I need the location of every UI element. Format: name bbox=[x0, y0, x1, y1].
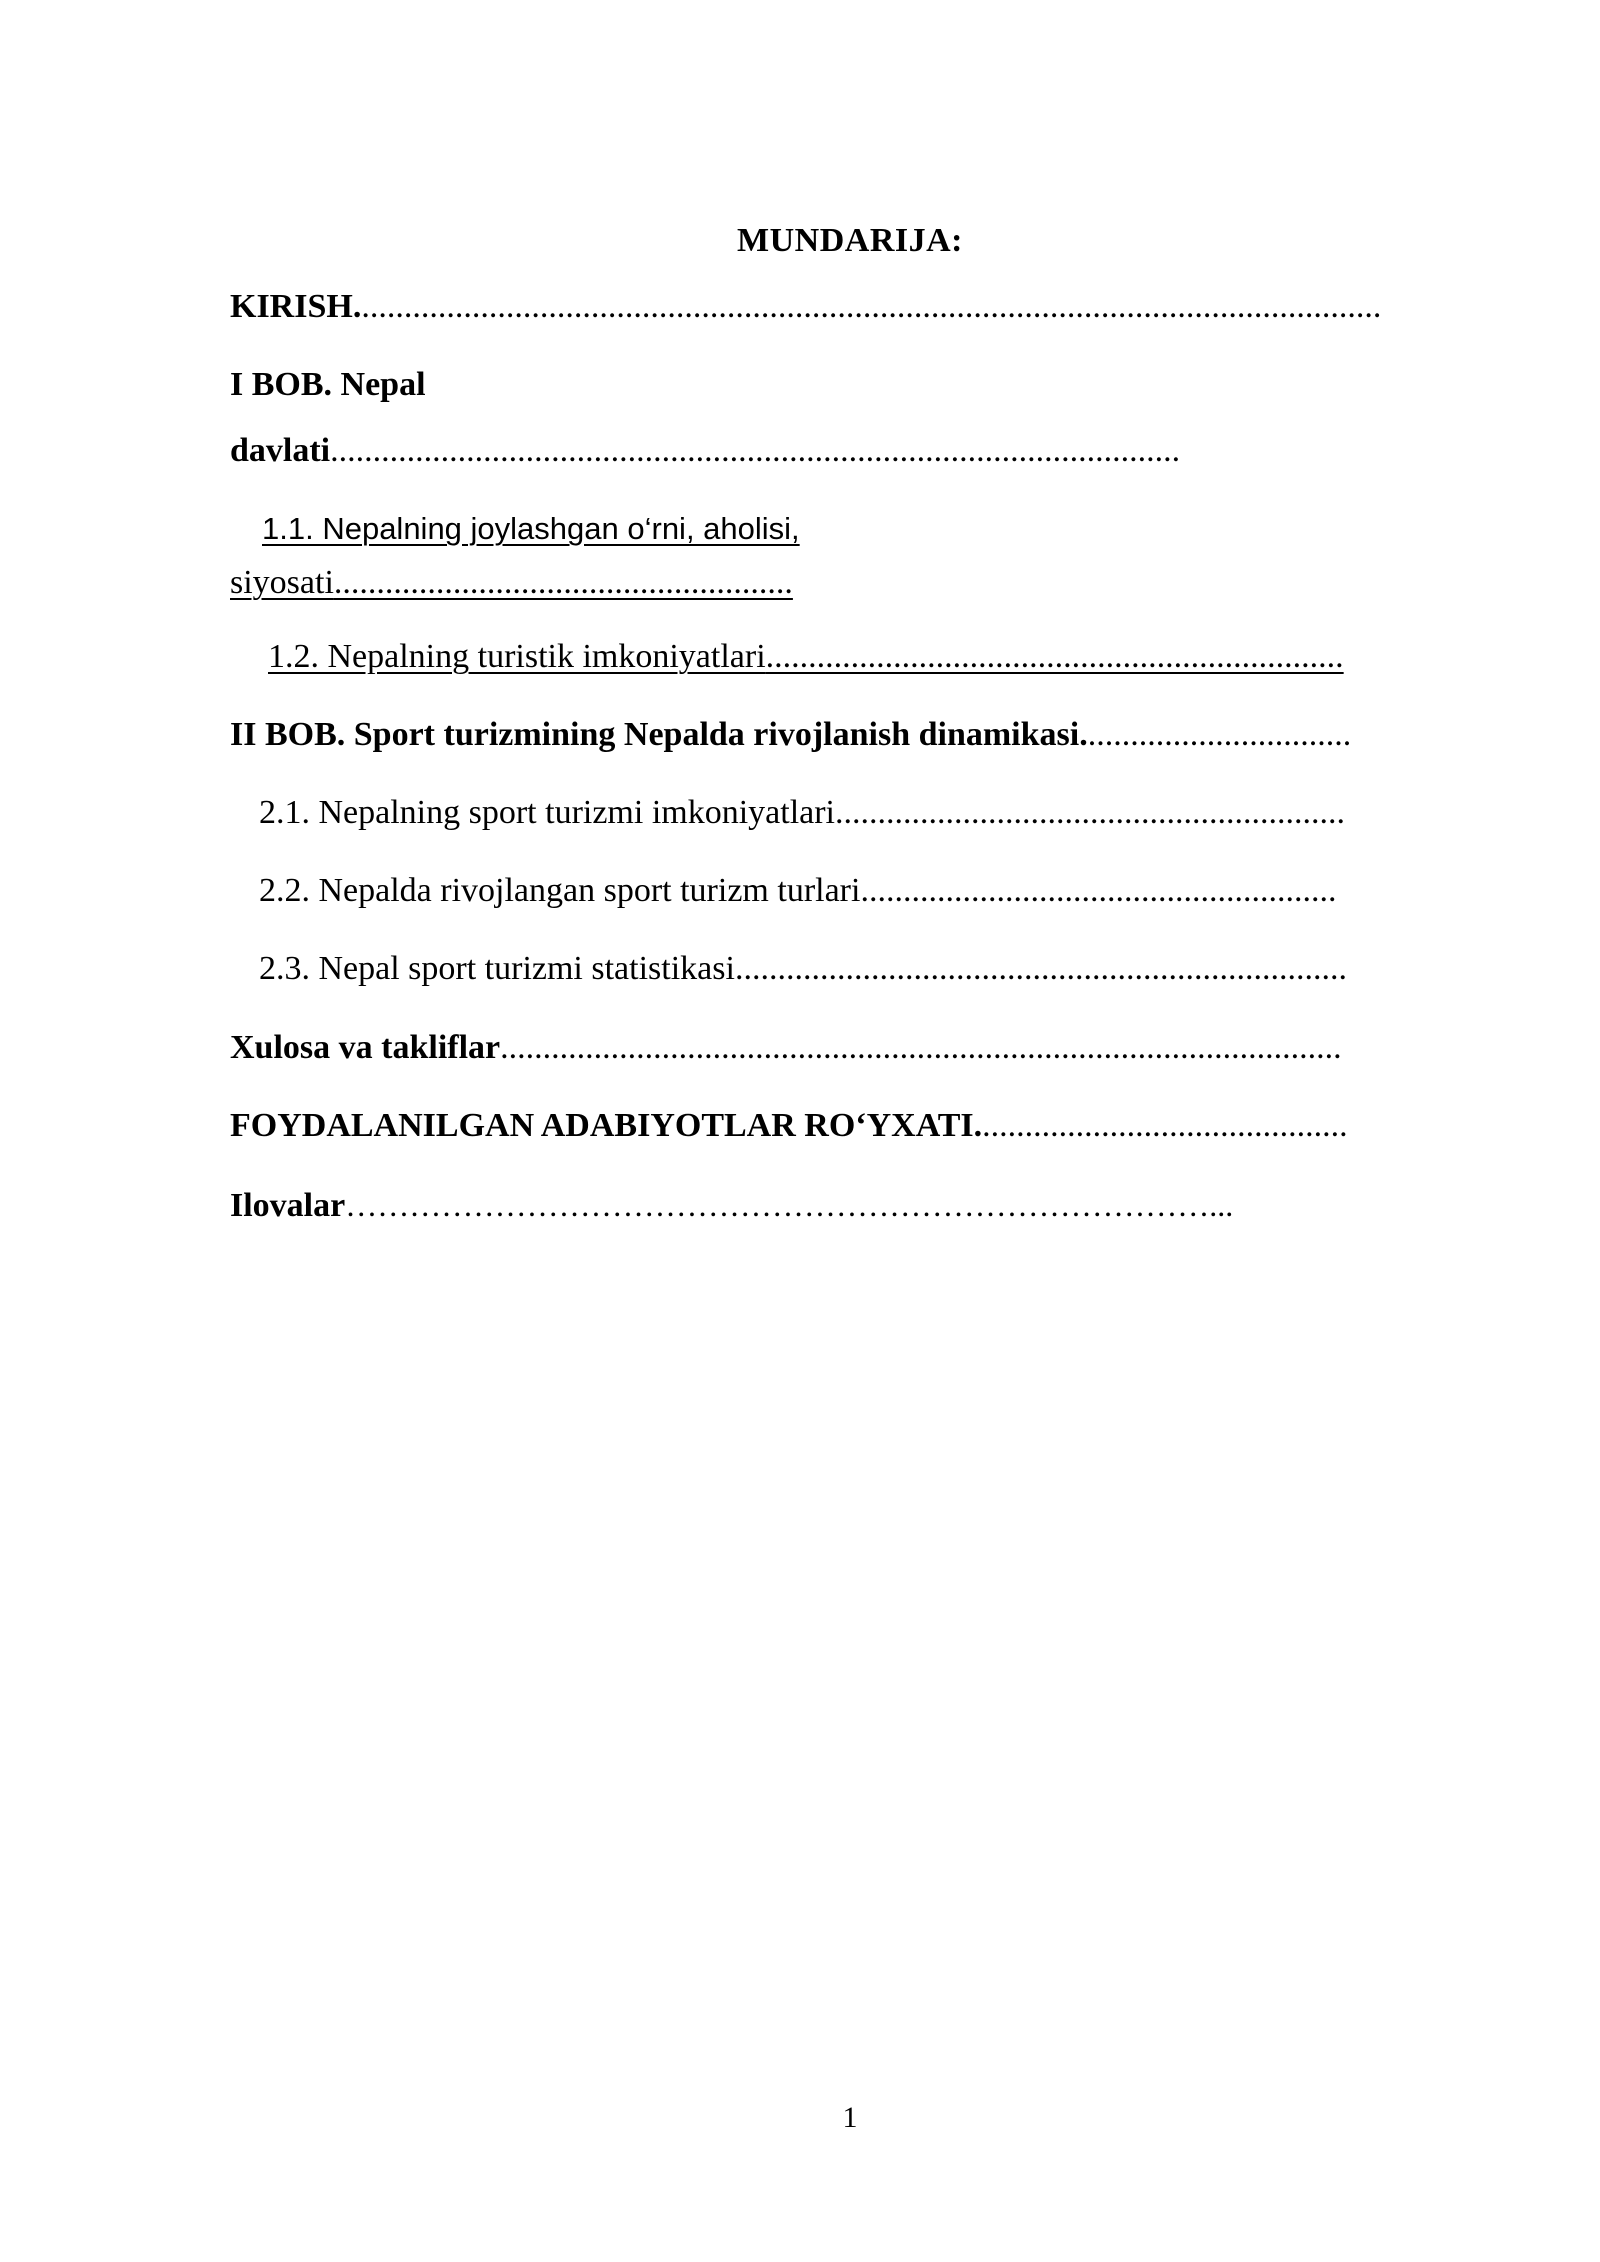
page-title: MUNDARIJA: bbox=[737, 222, 963, 259]
toc-label: 1.2. Nepalning turistik imkoniyatlari bbox=[268, 638, 766, 675]
toc-entry-ilovalar bbox=[230, 1182, 1233, 1229]
toc-entry-2-1 bbox=[259, 790, 1345, 836]
toc-label: FOYDALANILGAN ADABIYOTLAR RO‘YXATI. bbox=[230, 1107, 983, 1144]
toc-entry-bob2 bbox=[230, 712, 1351, 758]
toc-leader: ………………………………………………………………………... bbox=[345, 1187, 1234, 1223]
toc-leader: .................................................................... bbox=[765, 638, 1344, 675]
toc-entry-1-1 bbox=[262, 506, 800, 552]
toc-leader: ................................................................................................... bbox=[500, 1029, 1342, 1066]
toc-label: II BOB. Sport turizmining Nepalda rivojlanish dinamikasi. bbox=[230, 716, 1088, 753]
toc-entry-2-3 bbox=[259, 946, 1347, 992]
toc-label: davlati bbox=[230, 432, 331, 469]
toc-entry-2-2 bbox=[259, 868, 1336, 914]
toc-label: Xulosa va takliflar bbox=[230, 1029, 501, 1066]
toc-leader: ........................................................ bbox=[860, 872, 1337, 909]
toc-label: I BOB. Nepal bbox=[230, 366, 426, 403]
toc-entry-bob1-title-cont bbox=[230, 428, 1180, 474]
toc-leader: .................................................................................................... bbox=[330, 432, 1181, 469]
toc-label: 2.2. Nepalda rivojlangan sport turizm turlari bbox=[259, 872, 861, 909]
toc-label: 1.1. Nepalning joylashgan o‘rni, aholisi, bbox=[262, 511, 800, 546]
toc-leader: ............................................................ bbox=[835, 794, 1346, 831]
toc-label: KIRISH. bbox=[230, 288, 362, 325]
toc-leader: ...................................................... bbox=[333, 564, 793, 601]
toc-label: 2.1. Nepalning sport turizmi imkoniyatlari bbox=[259, 794, 836, 831]
toc-entry-1-2 bbox=[230, 634, 1344, 680]
toc-label: siyosati bbox=[230, 564, 334, 601]
page-number: 1 bbox=[842, 2101, 858, 2134]
toc-entry-adabiyotlar bbox=[230, 1103, 1348, 1149]
toc-label: Ilovalar bbox=[230, 1187, 346, 1224]
toc-leader: ........................................................................................................................ bbox=[361, 288, 1382, 325]
toc-entry-bob1-title bbox=[230, 362, 426, 408]
toc-entry-kirish bbox=[230, 284, 1381, 330]
toc-entry-xulosa bbox=[230, 1025, 1342, 1071]
toc-leader: ............................... bbox=[1087, 716, 1352, 753]
toc-leader: ........................................................................ bbox=[734, 950, 1347, 987]
toc-entry-1-1-cont bbox=[230, 560, 793, 606]
toc-leader: ........................................... bbox=[982, 1107, 1348, 1144]
toc-label: 2.3. Nepal sport turizmi statistikasi bbox=[259, 950, 735, 987]
